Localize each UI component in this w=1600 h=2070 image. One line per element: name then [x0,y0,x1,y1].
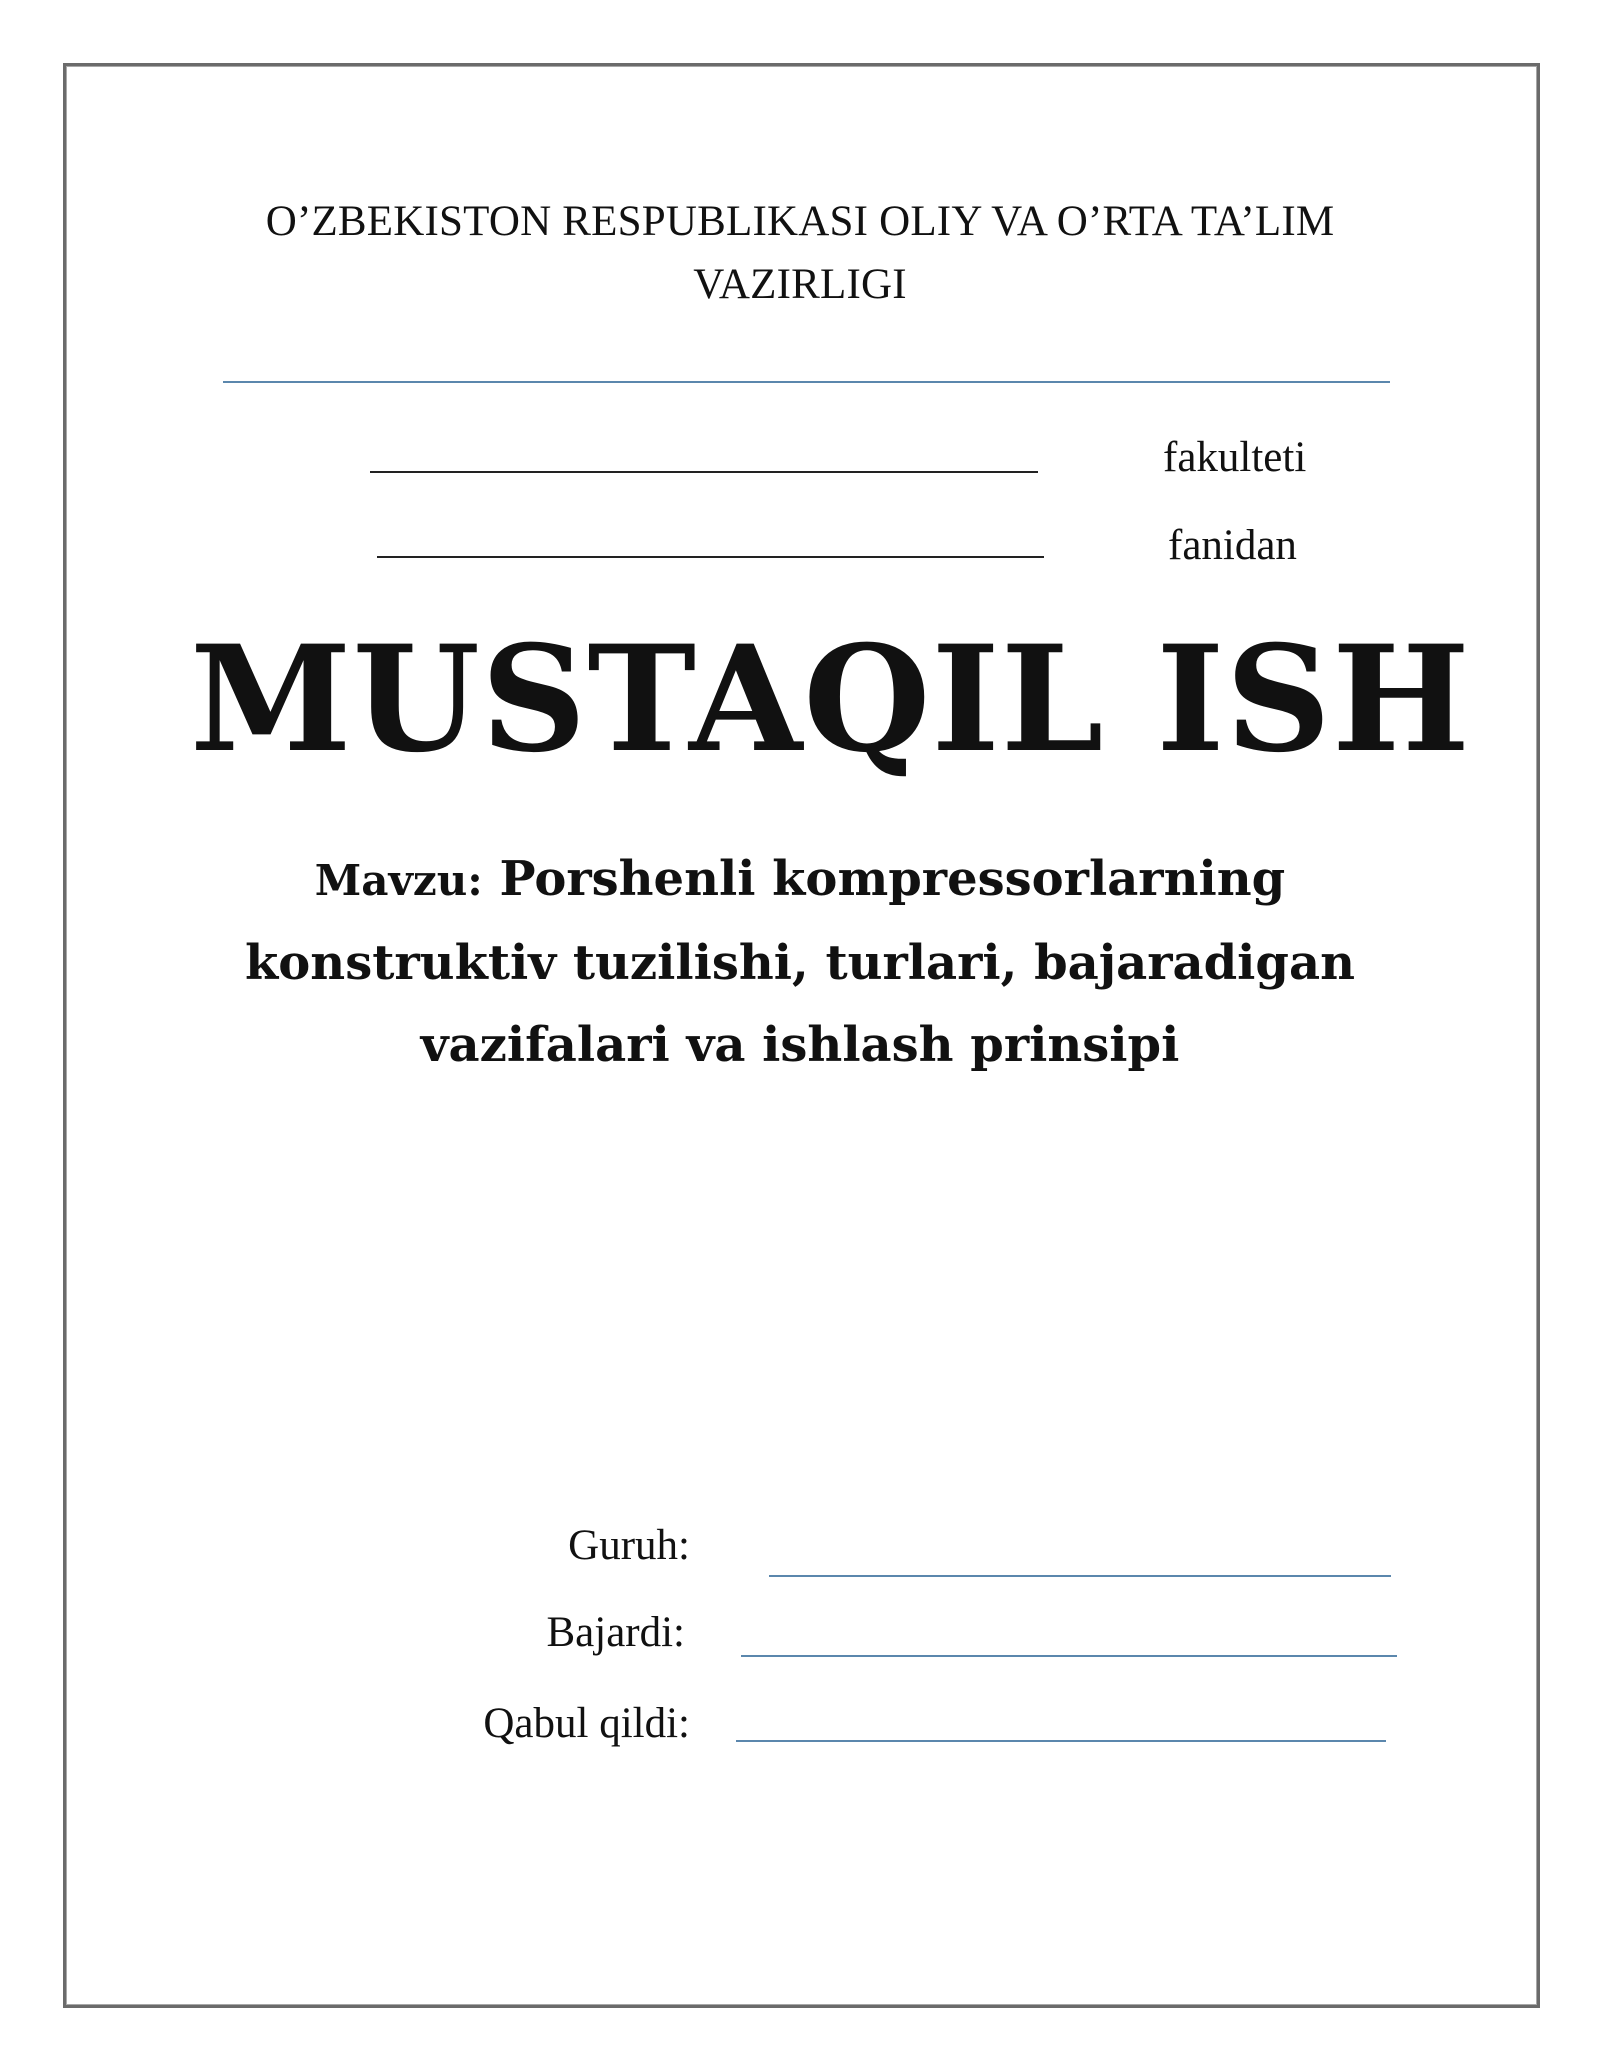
subject-name-line [377,556,1044,558]
performed-line [741,1655,1397,1657]
document-title: MUSTAQIL ISH [190,614,1471,785]
accepted-label: Qabul qildi: [483,1700,690,1747]
group-label: Guruh: [568,1522,690,1569]
topic-block [160,838,1440,1086]
university-name-line [223,381,1390,383]
topic-label: Mavzu: [314,856,483,905]
performed-label: Bajardi: [546,1609,685,1656]
group-line [769,1575,1391,1577]
faculty-label: fakulteti [1163,434,1307,481]
accepted-line [736,1740,1386,1742]
ministry-header [120,190,1480,316]
topic-text: Porshenli kompressorlarning konstruktiv tuzilishi, turlari, bajaradigan vazifalari va ishlash prinsipi [245,851,1355,1073]
ministry-line-1: O’ZBEKISTON RESPUBLIKASI OLIY VA O’RTA TA’LIM [265,198,1335,245]
subject-label: fanidan [1168,522,1297,569]
ministry-line-2: VAZIRLIGI [693,261,907,308]
faculty-name-line [370,471,1038,473]
